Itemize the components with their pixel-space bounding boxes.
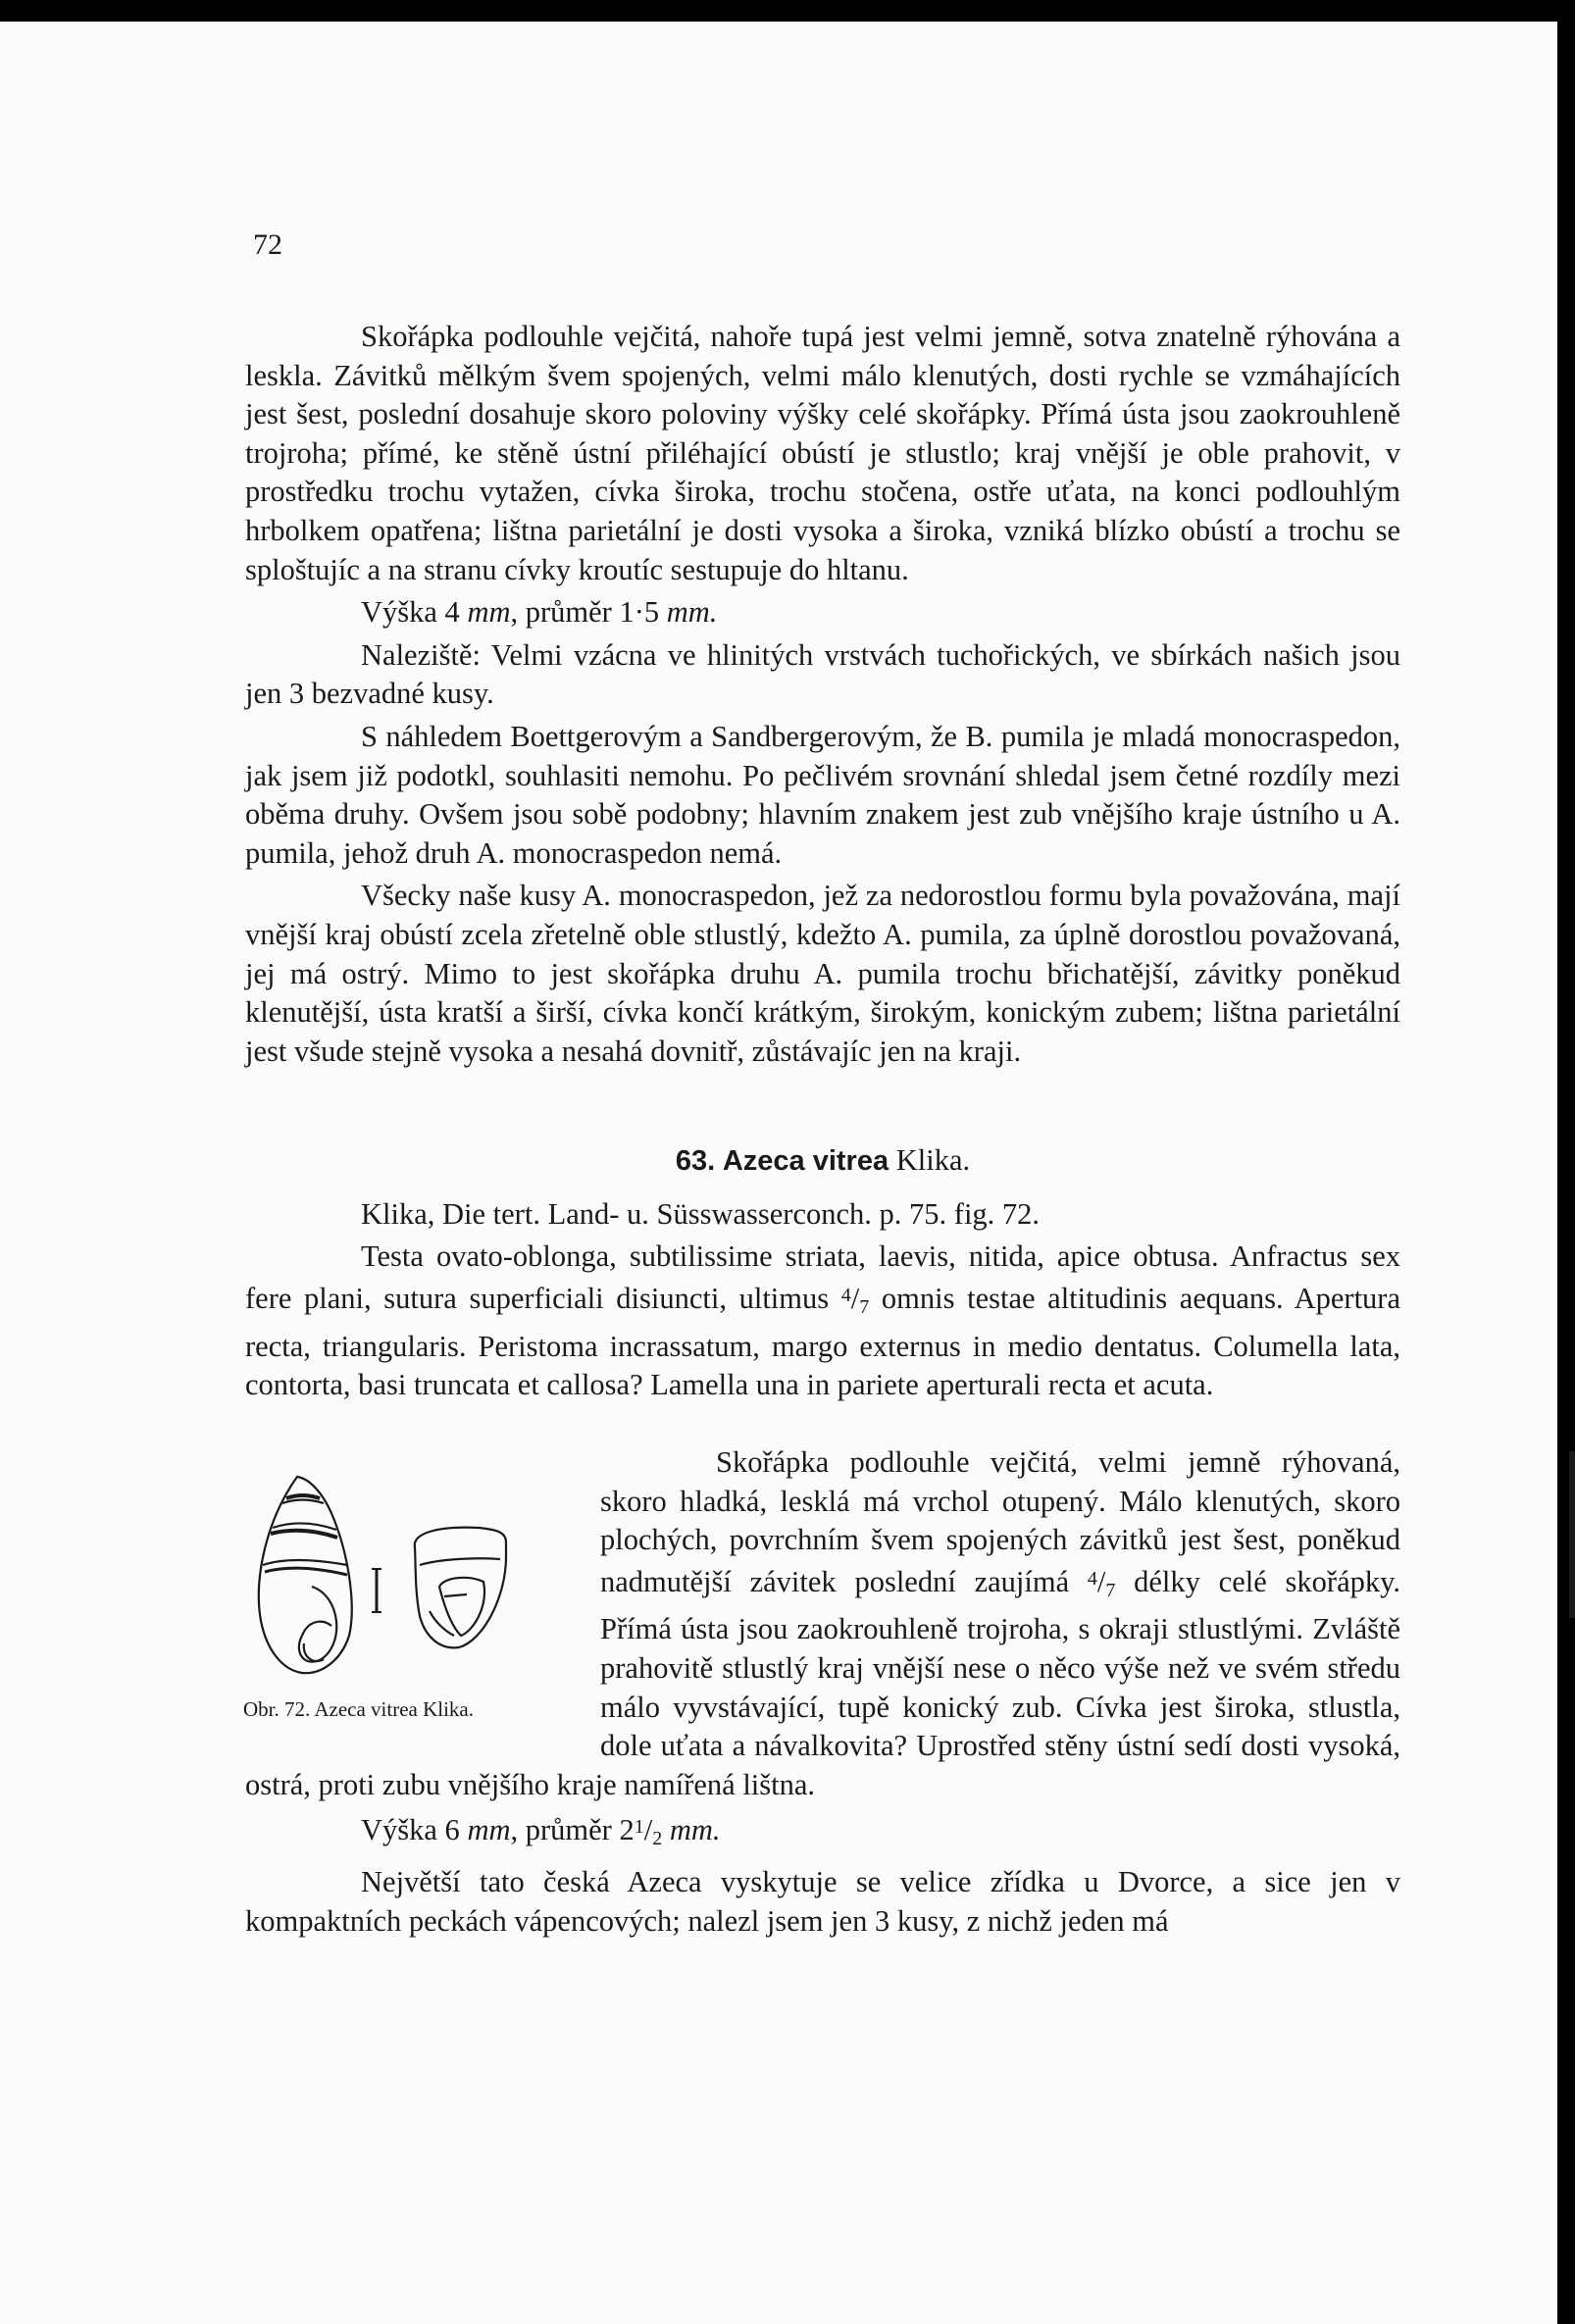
measurement-line-1: Výška 4 mm, průměr 1·5 mm. [361, 595, 718, 630]
page-number: 72 [253, 228, 282, 261]
paragraph-locality-azeca: Největší tato česká Azeca vyskytuje se velice zřídka u Dvorce, a sice jen v kompaktních peckách vápencových; nalezl jsem jen 3 kusy, z nichž jeden má [245, 1864, 1400, 1938]
section-heading: 63. Azeca vitrea Klika. [675, 1143, 971, 1178]
paragraph-locality: Naleziště: Velmi vzácna ve hlinitých vrstvách tuchořických, ve sbírkách našich jsou jen 3 bezvadné kusy. [245, 637, 1400, 711]
scale-bar [372, 1569, 381, 1612]
reference-line: Klika, Die tert. Land- u. Süsswasserconch. p. 75. fig. 72. [361, 1196, 1041, 1231]
paragraph-specimens: Všecky naše kusy A. monocraspedon, jež za nedorostlou formu byla považována, mají vnější kraj obústí zcela zřetelně oble stlustlý, kdežto A. pumila, za úplně dorostlou považovaná, jej má ostrý. Mimo to jest skořápka druhu A. pumila trochu břichatější, závitky poněkud klenutější, ústa kratší a širší, cívka končí krátkým, širokým, konickým zubem; lištna parietální jest všude stejně vysoka a nesahá dovnitř, zůstávajíc jen na kraji. [245, 879, 1400, 1068]
paragraph-comparison: S náhledem Boettgerovým a Sandbergerovým, že B. pumila je mladá monocraspedon, jak jsem již podotkl, souhlasiti nemohu. Po pečlivém srovnání shledal jsem četné rozdíly mezi oběma druhy. Ovšem jsou sobě podobny; hlavním znakem jest zub vnějšího kraje ústního u A. pumila, jehož druh A. monocraspedon nemá. [245, 719, 1400, 870]
figure-caption: Obr. 72. Azeca vitrea Klika. [243, 1697, 474, 1722]
aperture-drawing [415, 1528, 506, 1648]
shell-drawing [259, 1477, 352, 1673]
figure-text-block [245, 1443, 1400, 1945]
paragraph-shell-description: Skořápka podlouhle vejčitá, nahoře tupá jest velmi jemně, sotva znatelně rýhována a leskla. Závitků mělkým švem spojených, velmi málo klenutých, dosti rychle se vzmáhajících jest šest, poslední dosahuje skoro poloviny výšky celé skořápky. Přímá ústa jsou zaokrouhleně trojroha; přímé, ke stěně ústní přiléhající obústí je stlustlo; kraj vnější je oble prahovit, v prostředku trochu vytažen, cívka široka, trochu stočena, ostře uťata, na konci podlouhlým hrbolkem opatřena; lištna parietální je dosti vysoka a široka, vzniká blízko obústí a trochu se sploštujíc a na stranu cívky kroutíc sestupuje do hltanu. [245, 320, 1400, 586]
figure-72 [243, 1449, 573, 1734]
czech-description: Skořápka podlouhle vejčitá, velmi jemně rýhovaná, skoro hladká, lesklá má vrchol otupený. Málo klenutých, skoro plochých, povrchním švem spojených závitků jest šest, poněkud nadmutější závitek poslední zaujímá $^4$/7 délky celé skořápky. Přímá ústa jsou zaokrouhleně trojroha, s okraji stlustlými. Zvláště prahovitě stlustlý kraj vnější nese o něco výše než ve svém středu málo vyvstávající, tupě konický zub. Cívka jest široka, stlustla, dole uťata a návalkovita? Uprostřed stěny ústní sedí dosti vysoká, ostrá, proti zubu vnějšího kraje namířená lištna. [245, 1445, 1400, 1801]
latin-description: Testa ovato-oblonga, subtilissime striata, laevis, nitida, apice obtusa. Anfractus sex fere plani, sutura superficiali disiuncti, ultimus $^4$/7 omnis testae altitudinis aequans. Apertura recta, triangularis. Peristoma incrassatum, margo externus in medio dentatus. Columella lata, contorta, basi truncata et callosa? Lamella una in pariete aperturali recta et acuta. [245, 1239, 1401, 1402]
shell-illustration [243, 1449, 573, 1694]
body-text [245, 318, 1400, 1405]
measurement-line-2: Výška 6 mm, průměr $2^1/2$ mm. [361, 1813, 721, 1850]
scanned-page [0, 22, 1557, 2324]
scan-edge-mark [1569, 1451, 1575, 1618]
